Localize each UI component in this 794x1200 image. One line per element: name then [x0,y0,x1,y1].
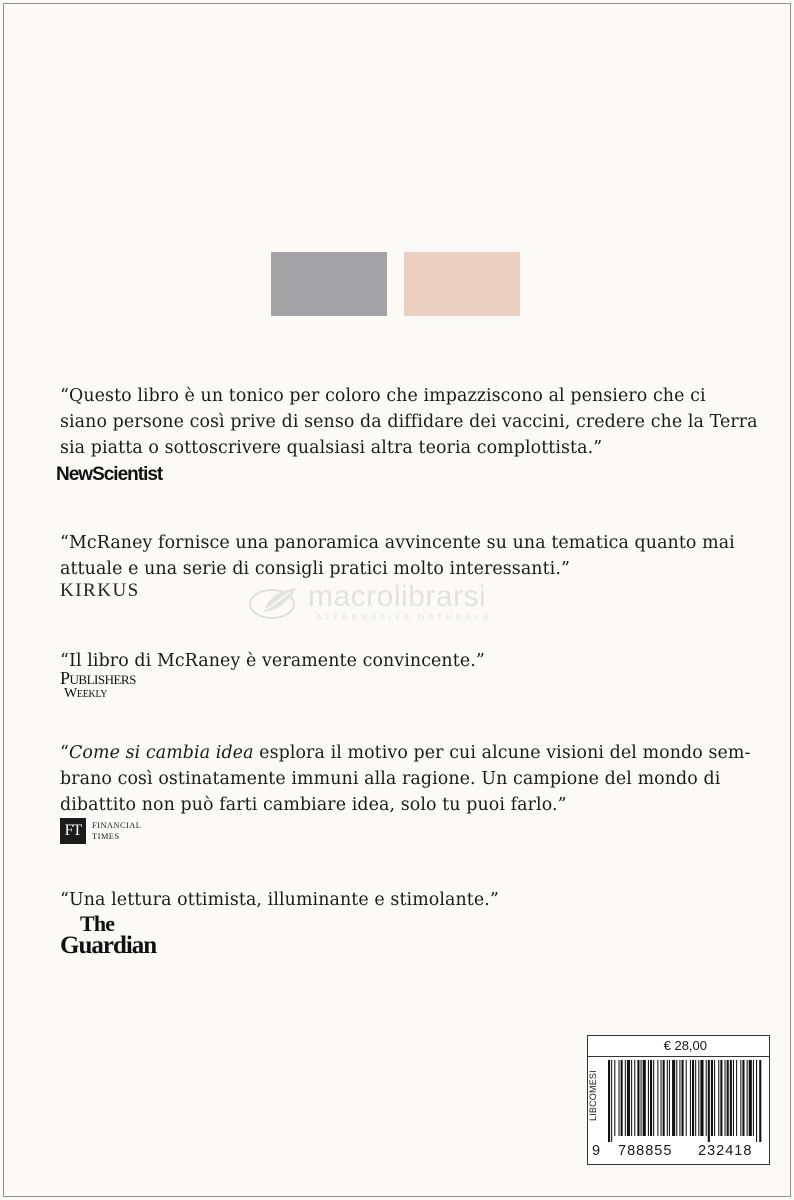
ft-logo-text [92,820,141,842]
quote-line: dibattito non può farti cambiare idea, solo tu puoi farlo.” [60,795,567,815]
quote-line: attuale e una serie di consigli pratici molto interessanti.” [60,559,570,579]
isbn-group-2: 232418 [698,1143,753,1159]
barcode-bar [753,1060,754,1136]
barcode-bar [736,1060,737,1136]
barcode-bar [634,1060,635,1136]
quote-line [60,740,750,766]
source-publishers-weekly-logo [60,670,136,702]
barcode-bar [742,1060,744,1136]
barcode-bar [733,1060,734,1136]
barcode-bar [611,1060,612,1142]
barcode-icon [606,1060,764,1142]
barcode-bar [648,1060,649,1136]
barcode-bar [631,1060,632,1136]
guardian-line2: Guardian [60,932,157,959]
ft-line2: TIMES [92,831,120,841]
quote-line: “McRaney fornisce una panoramica avvincente su una tematica quanto mai [60,533,735,553]
barcode-bar [730,1060,732,1136]
watermark [246,582,546,628]
source-guardian-logo [60,913,156,957]
quote-publishers-weekly [60,648,750,674]
barcode-bar [625,1060,626,1136]
barcode-bar [672,1060,675,1136]
barcode-bar [676,1060,677,1136]
barcode-bar [637,1060,639,1136]
watermark-tagline: ALTERNATIVA NATURALE [316,613,493,622]
barcode-bar [759,1060,761,1142]
isbn-prefix: 9 [592,1143,601,1159]
barcode-bar [653,1060,654,1136]
barcode-bar [725,1060,726,1136]
quote-guardian [60,887,750,913]
barcode-bar [614,1060,615,1136]
quote-newscientist [60,383,758,461]
quote-line: “Il libro di McRaney è veramente convincente.” [60,651,485,671]
ft-logo-mark: FT [60,818,86,844]
quote-financial-times [60,740,750,818]
ft-line1: FINANCIAL [92,820,142,830]
quote-kirkus [60,530,750,582]
barcode-bar [740,1060,741,1136]
book-title-italic: Come si cambia idea [69,743,254,763]
barcode-bar [619,1060,620,1136]
leaf-logo-icon [246,582,304,622]
barcode-bar [682,1060,684,1136]
source-kirkus: KIRKUS [60,580,140,601]
open-quote: “ [60,743,69,763]
barcode-bar [690,1060,691,1136]
barcode-bar [720,1060,722,1136]
barcode-bar [714,1060,715,1136]
barcode-bar [756,1060,757,1142]
quote-line: siano persone così prive di senso da diffidare dei vaccini, credere che la Terra [60,412,758,432]
barcode-bar [686,1060,687,1136]
gray-color-swatch [271,252,387,316]
barcode-bar [643,1060,646,1136]
barcode-bar [657,1060,658,1136]
isbn-group-1: 788855 [618,1143,673,1159]
source-newscientist-logo: NewScientist [56,464,163,485]
barcode-bar [621,1060,623,1136]
publishers-weekly-line1: Publishers [60,668,136,688]
guardian-line1: The [80,911,115,936]
barcode-bar [669,1060,670,1136]
quote-line: “Una lettura ottimista, illuminante e stimolante.” [60,890,499,910]
barcode-bar [711,1060,713,1136]
barcode-bar [679,1060,680,1136]
barcode-price-box [587,1035,770,1165]
barcode-bar [727,1060,729,1136]
barcode-bar [650,1060,652,1136]
barcode-bar [608,1060,610,1142]
quote-line: “Questo libro è un tonico per coloro che impazziscono al pensiero che ci [60,386,706,406]
barcode-bar [698,1060,699,1136]
publishers-weekly-line2: Weekly [64,686,108,701]
product-code: LIBCOMESI [588,1070,598,1122]
barcode-bar [706,1060,707,1136]
barcode-bar [749,1060,752,1136]
barcode-bar [663,1060,665,1136]
barcode-bar [661,1060,662,1136]
watermark-name: macrolibrarsi [308,580,487,613]
quote-line-rest: esplora il motivo per cui alcune visioni del mondo sem- [253,743,751,763]
barcode-bar [627,1060,630,1136]
barcode-bar [747,1060,748,1136]
barcode-bar [718,1060,719,1136]
barcode-bar [692,1060,694,1136]
barcode-bar [667,1060,668,1136]
peach-color-swatch [404,252,520,316]
barcode-bar [700,1060,703,1136]
quote-line: brano così ostinatamente immuni alla ragione. Un campione del mondo di [60,769,721,789]
price-label: € 28,00 [588,1036,769,1057]
barcode-bar [708,1060,710,1142]
barcode-bar [695,1060,696,1136]
barcode-bar [641,1060,642,1136]
quote-line: sia piatta o sottoscrivere qualsiasi altra teoria complottista.” [60,438,603,458]
